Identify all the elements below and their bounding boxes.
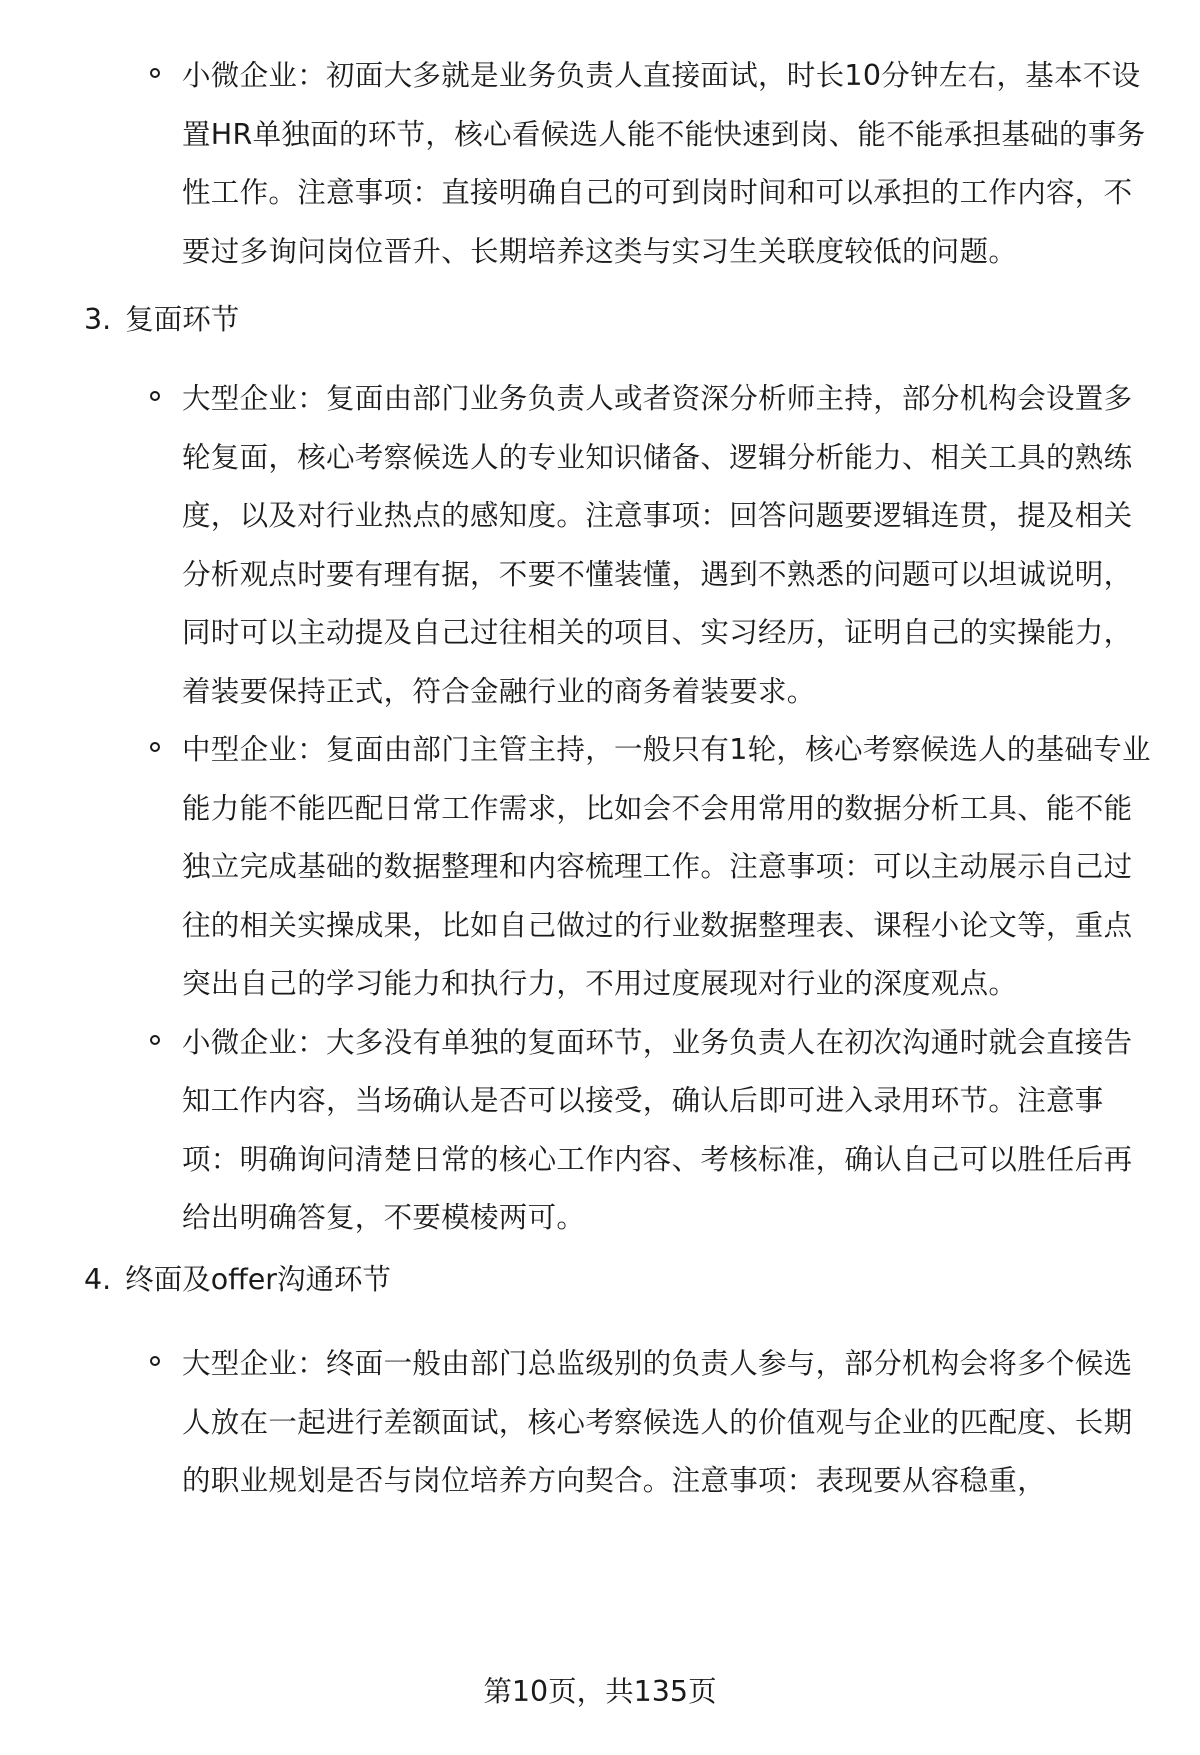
list-item xyxy=(150,721,1155,1014)
intro-list xyxy=(150,47,1155,281)
section-title: 复面环节 xyxy=(125,303,240,336)
section-3-list xyxy=(150,370,1155,1248)
list-item-text: 小微企业：大多没有单独的复面环节，业务负责人在初次沟通时就会直接告知工作内容，当场确认是否可以接受，确认后即可进入录用环节。注意事项：明确询问清楚日常的核心工作内容、考核标准，确认自己可以胜任后再给出明确答复，不要模棱两可。 xyxy=(182,1025,1133,1234)
list-item xyxy=(150,370,1155,721)
list-item xyxy=(150,1335,1155,1511)
hollow-bullet-icon xyxy=(150,391,160,401)
hollow-bullet-icon xyxy=(150,68,160,78)
section-number: 3. xyxy=(84,303,112,336)
hollow-bullet-icon xyxy=(150,1035,160,1045)
list-item-text: 大型企业：终面一般由部门总监级别的负责人参与，部分机构会将多个候选人放在一起进行差额面试，核心考察候选人的价值观与企业的匹配度、长期的职业规划是否与岗位培养方向契合。注意事项：表现要从容稳重， xyxy=(182,1347,1133,1497)
section-4-heading xyxy=(84,1260,391,1300)
list-item xyxy=(150,1014,1155,1248)
section-4-list xyxy=(150,1335,1155,1511)
list-item-text: 小微企业：初面大多就是业务负责人直接面试，时长10分钟左右，基本不设置HR单独面的环节，核心看候选人能不能快速到岗、能不能承担基础的事务性工作。注意事项：直接明确自己的可到岗时间和可以承担的工作内容，不要过多询问岗位晋升、长期培养这类与实习生关联度较低的问题。 xyxy=(182,59,1146,268)
section-3-heading xyxy=(84,300,239,340)
list-item-text: 大型企业：复面由部门业务负责人或者资深分析师主持，部分机构会设置多轮复面，核心考察候选人的专业知识储备、逻辑分析能力、相关工具的熟练度，以及对行业热点的感知度。注意事项：回答问题要逻辑连贯，提及相关分析观点时要有理有据，不要不懂装懂，遇到不熟悉的问题可以坦诚说明，同时可以主动提及自己过往相关的项目、实习经历，证明自己的实操能力，着装要保持正式，符合金融行业的商务着装要求。 xyxy=(182,382,1133,708)
section-number: 4. xyxy=(84,1263,112,1296)
page-footer: 第10页，共135页 xyxy=(483,1675,717,1708)
section-title: 终面及offer沟通环节 xyxy=(125,1263,392,1296)
list-item xyxy=(150,47,1155,281)
list-item-text: 中型企业：复面由部门主管主持，一般只有1轮，核心考察候选人的基础专业能力能不能匹配日常工作需求，比如会不会用常用的数据分析工具、能不能独立完成基础的数据整理和内容梳理工作。注意事项：可以主动展示自己过往的相关实操成果，比如自己做过的行业数据整理表、课程小论文等，重点突出自己的学习能力和执行力，不用过度展现对行业的深度观点。 xyxy=(182,733,1151,1000)
hollow-bullet-icon xyxy=(150,1356,160,1366)
hollow-bullet-icon xyxy=(150,742,160,752)
